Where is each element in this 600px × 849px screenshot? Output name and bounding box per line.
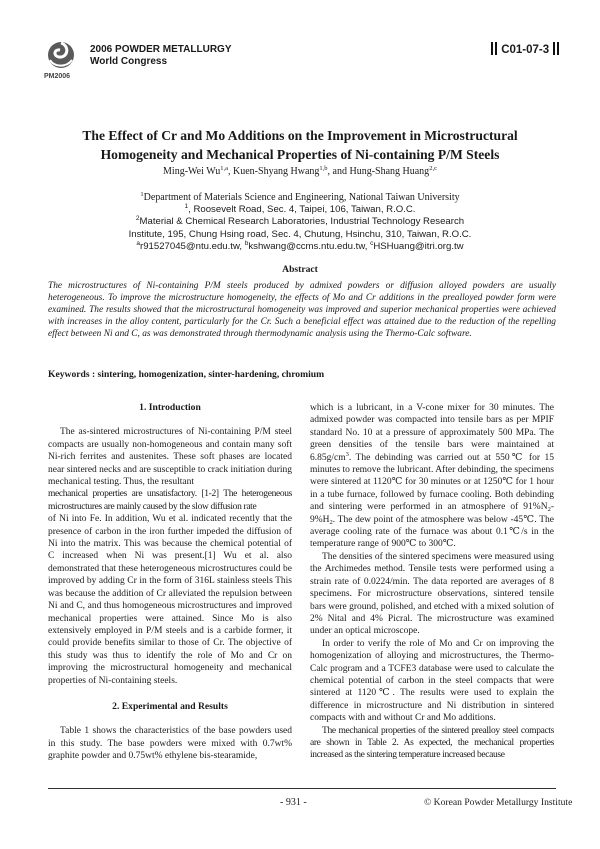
right-paragraph-1 <box>310 402 554 551</box>
author-2: Kuen-Shyang Hwang <box>233 166 320 177</box>
affil-2-text: , Roosevelt Road, Sec. 4, Taipei, 106, Taiwan, R.O.C. <box>188 204 416 216</box>
affil-1-text: Department of Materials Science and Engineering, National Taiwan University <box>143 192 460 203</box>
right-column <box>310 402 554 762</box>
affil-2-sup: 1 <box>184 203 189 211</box>
email-c: HSHuang@itri.org.tw <box>373 240 464 252</box>
author-1: Ming-Wei Wu <box>163 166 221 177</box>
rp1-b: . The debinding was carried out at 550℃ for 15 minutes to remove the lubricant. After debinding, the specimens were sintered at 1120℃ for 30 minutes or at 1250℃ for 1 hour in a tube furnace, followed by furnace cooling. Both debinding and sintering were performed in an atmosphere of 91%N <box>310 452 554 513</box>
affiliation-line-4: Institute, 195, Chung Hsing road, Sec. 4, Chutung, Hsinchu, 310, Taiwan, R.O.C. <box>128 228 472 240</box>
intro-paragraph-1c: of Ni into Fe. In addition, Wu et al. indicated recently that the presence of carbon in the iron further impeded the diffusion of Ni into the matrix. This was because the chemical potential of C increased when Ni was present.[1] Wu et al. also demonstrated that these heterogeneous microstructures could be improved by adding Cr in the form of 316L stainless steels This was because the addition of Cr alleviated the repulsion between Ni and C, and thus homogeneous microstructures and improved mechanical properties were attained. Since Mo is also extensively employed in P/M steels and is a carbide former, it could provide benefits similar to those of Cr. The objective of this study was thus to identify the role of Mo and Cr on improving the microstructural homogeneity and mechanical properties of Ni-containing steels. <box>48 514 292 686</box>
rp1-sub-1: 2 <box>547 506 551 514</box>
conference-name <box>90 44 232 68</box>
abstract-text: The microstructures of Ni-containing P/M steels produced by admixed powders or diffusion alloyed powders are usually heterogeneous. To improve the microstructure homogeneity, the effects of Mo and Cr additions in the prealloyed powder form were examined. The results showed that the microstructural homogeneity was improved and superior mechanical properties were achieved with increases in the alloy content, particularly for the Cr. Such a beneficial effect was attained due to the reduction of the repelling effect between Ni and C, as was demonstrated through thermodynamic analysis using the Thermo-Calc software. <box>48 281 556 340</box>
rp1-sub-2: 2 <box>329 518 333 526</box>
author-sep-2: , and <box>327 166 350 177</box>
email-a-sup: a <box>136 239 141 247</box>
author-1-sup: 1,a <box>220 165 229 172</box>
author-2-sup: 1,b <box>319 165 328 172</box>
introduction-heading: 1. Introduction <box>139 402 201 413</box>
author-3-sup: 2,c <box>429 165 437 172</box>
email-b-sup: b <box>244 239 249 247</box>
email-a: r91527045@ntu.edu.tw, <box>140 240 245 252</box>
code-bar-right-2 <box>557 42 559 55</box>
code-bar-right <box>553 42 555 55</box>
keywords: Keywords : sintering, homogenization, sinter-hardening, chromium <box>48 369 325 380</box>
rp1-d: . The dew point of the atmosphere was below -45℃. The average cooling rate of the furnace was about 0.1℃/s in the temperature range of 900℃ to 300℃. <box>310 514 554 550</box>
conference-line-2: World Congress <box>90 56 168 67</box>
intro-paragraph-1b: mechanical properties are unsatisfactory. [1-2] The heterogeneous microstructures are mainly caused by the slow diffusion rate <box>48 489 292 512</box>
affiliation-line-2 <box>30 204 570 216</box>
affiliation-line-3 <box>30 216 570 228</box>
swirl-logo-icon <box>44 40 78 72</box>
right-paragraph-4: The mechanical properties of the sintered prealloy steel compacts are shown in Table 2. As expected, the mechanical properties increased as the sintering temperature increased because <box>310 725 554 761</box>
logo-text: PM2006 <box>44 73 71 80</box>
paper-code-text: C01-07-3 <box>501 44 550 56</box>
affil-3-sup: 2 <box>135 215 140 223</box>
right-paragraph-3: In order to verify the role of Mo and Cr on improving the homogenization of alloying and microstructures, the Thermo-Calc program and a TCFE3 database were used to calculate the chemical potential of carbon in the steel compacts that were sintered at 1120℃. The results were used to explain the difference in microstructure and Ni distribution in sintered compacts with and without Cr and Mo additions. <box>310 638 554 724</box>
intro-paragraph-1: The as-sintered microstructures of Ni-containing P/M steel compacts are usually non-homogeneous and contain many soft Ni-rich ferrites and austenites. These soft phases are located near sintered necks and are susceptible to crack initiation during mechanical testing. Thus, the resultant <box>48 427 293 488</box>
section-spacer <box>48 687 292 701</box>
affiliation-line-1 <box>30 192 570 204</box>
author-3: Hung-Shang Huang <box>349 166 430 177</box>
email-line <box>30 241 570 253</box>
code-bar-left-2 <box>495 42 497 55</box>
authors <box>30 166 570 177</box>
title-line-2: Homogeneity and Mechanical Properties of Ni-containing P/M Steels <box>100 147 500 162</box>
experimental-paragraph-1: Table 1 shows the characteristics of the base powders used in this study. The base powders were mixed with 0.7wt% graphite powder and 0.75wt% ethylene bis-stearamide, <box>48 726 292 762</box>
rp1-c: -9%H <box>310 502 554 525</box>
copyright-notice: © Korean Powder Metallurgy Institute <box>424 797 573 808</box>
experimental-heading: 2. Experimental and Results <box>112 700 228 712</box>
code-bar-left <box>491 42 493 55</box>
paper-title <box>30 126 570 164</box>
page-number: - 931 - <box>280 797 307 808</box>
footer-rule <box>48 788 556 789</box>
conference-line-1: 2006 POWDER METALLURGY <box>90 44 232 55</box>
abstract-heading: Abstract <box>282 264 318 275</box>
email-b: kshwang@ccms.ntu.edu.tw, <box>248 240 371 252</box>
affiliations <box>30 192 570 253</box>
paper-code <box>490 42 560 56</box>
affil-1-sup: 1 <box>140 191 144 198</box>
rp1-sup: 3 <box>345 450 349 458</box>
author-sep-1: , <box>228 166 234 177</box>
email-c-sup: c <box>370 239 374 247</box>
affil-3-text: Material & Chemical Research Laboratories, Industrial Technology Research <box>139 216 465 228</box>
left-column <box>48 402 292 763</box>
title-line-1: The Effect of Cr and Mo Additions on the Improvement in Microstructural <box>82 128 518 143</box>
rp1-a: which is a lubricant, in a V-cone mixer for 30 minutes. The admixed powder was compacted into tensile bars as per MPIF standard No. 10 at a pressure of approximately 500 MPa. The green densities of the tensile bars were maintained at 6.85g/cm <box>310 403 554 463</box>
right-paragraph-2: The densities of the sintered specimens were measured using the Archimedes method. Tensile tests were performed using a strain rate of 0.0224/min. The data reported are averages of 8 specimens. For microstructure observations, sintered tensile bars were ground, polished, and etched with a mixed solution of 2% Nital and 4% Picral. The microstructure was examined under an optical microscope. <box>310 551 554 637</box>
